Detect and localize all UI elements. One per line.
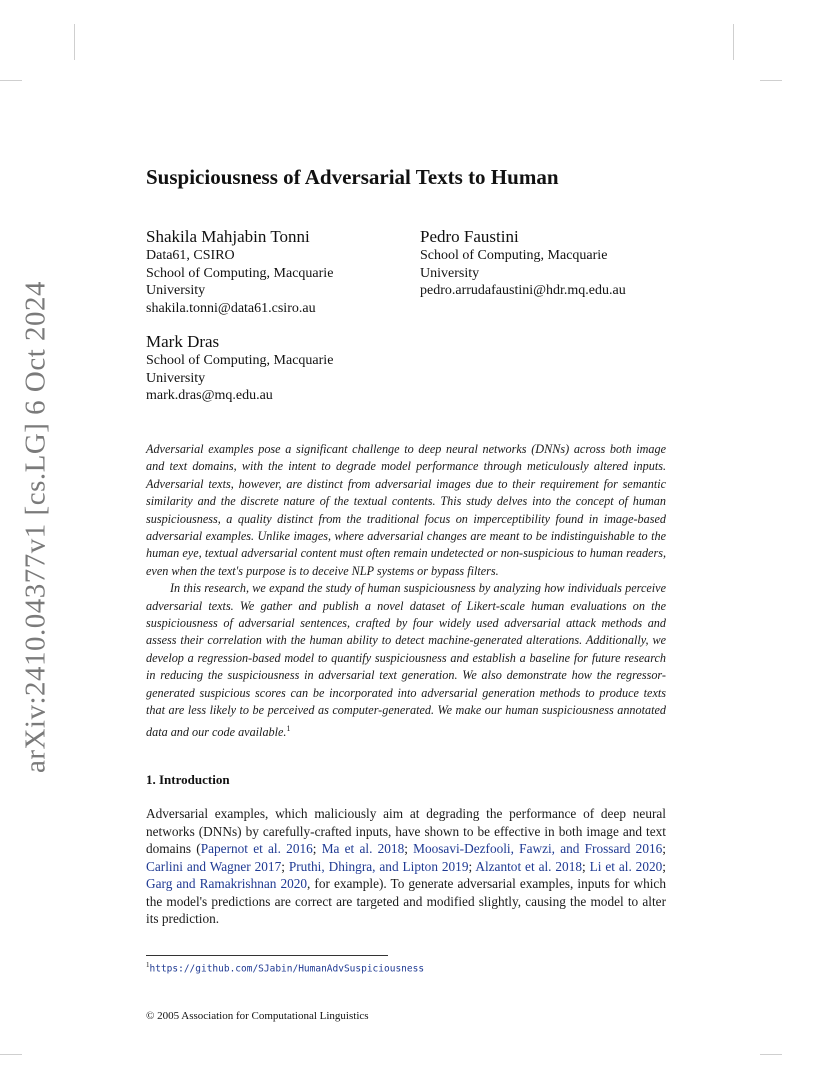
- citation-separator: ;: [662, 841, 666, 856]
- author-affiliation: School of Computing, Macquarie: [146, 353, 334, 368]
- intro-text: Adversarial examples, which maliciously aim at degrading the performance of deep neural networks (DNNs) by carefully-crafted inputs, have shown to be effective in both image and text domains (: [146, 806, 666, 856]
- author-email: pedro.arrudafaustini@hdr.mq.edu.au: [420, 283, 626, 298]
- footnote-url-link[interactable]: https://github.com/SJabin/HumanAdvSuspiciousness: [149, 963, 425, 975]
- abstract-paragraph: Adversarial examples pose a significant challenge to deep neural networks (DNNs) across both image and text domains, with the intent to degrade model performance through meticulously altered inputs. Adversarial texts, however, are distinct from adversarial images due to their requirement for semantic similarity and the discrete nature of the textual contents. This study delves into the concept of human suspiciousness, a quality distinct from the traditional focus on imperceptibility found in image-based adversarial examples. Unlike images, where adversarial changes are meant to be indistinguishable to the human eye, textual adversarial content must often remain undetected or non-suspicious to human readers, even when the text's purpose is to deceive NLP systems or bypass filters.: [146, 442, 666, 578]
- citation-separator: ;: [404, 841, 414, 856]
- author-email: mark.dras@mq.edu.au: [146, 388, 273, 403]
- citation-link[interactable]: Garg and Ramakrishnan 2020: [146, 876, 308, 891]
- author-affiliation: School of Computing, Macquarie: [420, 248, 608, 263]
- section-heading: 1. Introduction: [146, 772, 230, 787]
- author-affiliation: University: [146, 370, 206, 386]
- author-block: [146, 331, 333, 405]
- author-affiliation: University: [146, 283, 206, 298]
- footnote-marker[interactable]: 1: [286, 723, 291, 733]
- author-block: [146, 226, 333, 317]
- footnote: [146, 961, 424, 974]
- citation-link[interactable]: Papernot et al. 2016: [200, 841, 313, 856]
- citation-link[interactable]: Alzantot et al. 2018: [475, 858, 582, 874]
- crop-mark-left-lower: [0, 1054, 22, 1055]
- abstract: [146, 441, 666, 741]
- citation-link[interactable]: Carlini and Wagner 2017: [146, 858, 282, 874]
- author-name: Pedro Faustini: [420, 227, 519, 246]
- citation-separator: ;: [281, 858, 289, 874]
- abstract-paragraph: [146, 580, 666, 741]
- citation-link[interactable]: Ma et al. 2018: [321, 841, 405, 856]
- author-affiliation: Data61, CSIRO: [146, 248, 235, 263]
- intro-paragraph: [146, 805, 666, 928]
- arxiv-side-stamp: arXiv:2410.04377v1 [cs.LG] 6 Oct 2024: [19, 280, 52, 774]
- copyright-notice: © 2005 Association for Computational Linguistics: [146, 1010, 369, 1022]
- author-affiliation: University: [420, 265, 480, 281]
- crop-mark-left-upper: [0, 80, 22, 81]
- crop-mark-right-upper: [760, 80, 782, 81]
- citation-link[interactable]: Moosavi-Dezfooli, Fawzi, and Frossard 2016: [413, 841, 663, 856]
- crop-mark-top-left: [74, 24, 75, 60]
- citation-separator: ;: [662, 858, 666, 874]
- citation-separator: ;: [312, 841, 322, 856]
- author-affiliation: School of Computing, Macquarie: [146, 265, 334, 281]
- citation-separator: ;: [468, 858, 476, 874]
- crop-mark-top-right: [733, 24, 734, 60]
- crop-mark-right-lower: [760, 1054, 782, 1055]
- author-block: [420, 226, 626, 300]
- paper-title: Suspiciousness of Adversarial Texts to Human: [146, 165, 559, 189]
- intro-text: , for example). To generate adversarial examples, inputs for which the model's predictions are correct are targeted and modified slightly, causing the model to alter its prediction.: [146, 876, 666, 926]
- footnote-rule: [146, 955, 388, 956]
- citation-link[interactable]: Li et al. 2020: [589, 858, 663, 874]
- author-name: Mark Dras: [146, 332, 220, 351]
- author-name: Shakila Mahjabin Tonni: [146, 227, 310, 246]
- footnote-number: 1: [146, 961, 150, 969]
- citation-link[interactable]: Pruthi, Dhingra, and Lipton 2019: [288, 858, 469, 874]
- abstract-paragraph-text: In this research, we expand the study of human suspiciousness by analyzing how individuals perceive adversarial texts. We gather and publish a novel dataset of Likert-scale human evaluations on the suspiciousness of adversarial sentences, crafted by four widely used adversarial attack methods and assess their correlation with the human ability to detect machine-generated alterations. Additionally, we develop a regression-based model to quantify suspiciousness and establish a baseline for future research in reducing the suspiciousness in adversarial text generation. We also demonstrate how the regressor-generated suspicious scores can be incorporated into adversarial generation methods to produce texts that are less likely to be perceived as computer-generated. We make our human suspiciousness annotated data and our code available.: [146, 581, 666, 739]
- citation-separator: ;: [582, 858, 590, 874]
- author-email: shakila.tonni@data61.csiro.au: [146, 300, 316, 316]
